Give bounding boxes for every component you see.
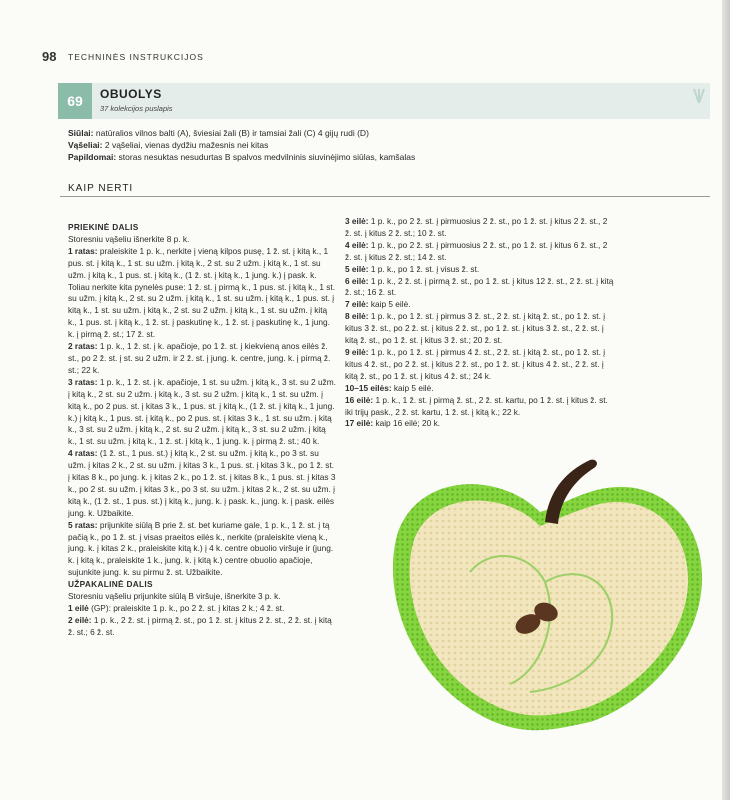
row-text: 1 p. k., po 1 ž. st. į pirmus 3 ž. st., 2 ž. st. į kitą ž. st., po 1 ž. st. į kitus 3 ž. st., po 2 ž. st. į kitus 2 ž. st., po 1 ž. st. į kitus 3 ž. st., 2 ž. st. į kitą ž. st., po 1 ž. st. į kitus 3 ž. st.; 20 ž. st. [345,311,606,346]
instruction-row [345,276,615,300]
row-label: 2 eilė: [68,614,92,625]
instruction-row [345,347,615,383]
row-label: 17 eilė: [345,418,374,429]
materials-list [68,127,708,163]
crochet-apple-image [380,452,710,740]
instruction-row [345,264,615,276]
pattern-title: OBUOLYS [100,87,162,101]
row-text: 1 p. k., 2 ž. st. į pirmą ž. st., po 1 ž. st. į kitus 2 ž. st., 2 ž. st. į kitą ž. st.; 6 ž. st. [68,614,332,637]
materials-item [68,151,708,163]
materials-item [68,139,708,151]
subsection-heading: PRIEKINĖ DALIS [68,222,139,232]
row-text: 1 p. k., po 1 ž. st. į pirmus 4 ž. st., 2 ž. st. į kitą ž. st., po 1 ž. st. į kitus 4 ž. st., po 2 ž. st. į kitus 2 ž. st., po 1 ž. st. į kitus 4 ž. st., 2 ž. st. į kitą ž. st., po 1 ž. st. į kitus 4 ž. st.; 24 k. [345,346,606,381]
row-text: kaip 5 eilė. [391,382,434,393]
row-text: (GP): praleiskite 1 p. k., po 2 ž. st. į kitas 2 k.; 4 ž. st. [88,603,285,613]
row-label: 5 ratas: [68,519,98,530]
row-label: 1 eilė [68,603,89,613]
row-label: 7 eilė: [345,299,369,310]
materials-label: Siūlai: [68,128,94,138]
row-text: 1 p. k., 1 ž. st. į k. apačioje, po 1 ž. st. į kiekvieną anos eilės ž. st., po 2 ž. st. į st. su 2 užm. ir 2 ž. st. į jung. k. centre, jung. k. į pirmą ž. st.; 22 k. [68,341,331,375]
materials-label: Papildomai: [68,152,117,162]
row-label: 3 eilė: [345,216,369,226]
row-label: 3 ratas: [68,376,98,387]
materials-text: 2 vąšeliai, vienas dydžiu mažesnis nei kitas [102,140,269,150]
row-label: 9 eilė: [345,346,369,357]
instruction-row [68,520,336,580]
row-text: 1 p. k., po 1 ž. st. į visus ž. st. [368,263,480,274]
row-text: 1 p. k., 1 ž. st. į k. apačioje, 1 st. su užm. į kitą k., 3 st. su 2 užm. į kitą k., 2 st. su 2 užm. į kitą k., 3 st. su 2 užm. į kitą k., 1 st. su užm. į kitą k., po 2 pus. st. į kitas 3 k., 1 pus. st. į kitą k., (1 ž. st. į kitą k., 1 jung. k.) į kitą k., 1 pus. st. į kitą k., po 2 pus. st. į kitas 3 k., 1 st. su užm. į kitą k., 3 st. su 2 užm. į kitą k., 2 st. su 2 užm. į kitą k., 3 st. su 2 užm. į kitą k., 1 st. su užm. į kitą k., 1 ž. st. į kitą k., 1 jung. k. į pirmą ž. st.; 40 k. [68,376,336,447]
materials-text: natūralios vilnos balti (A), šviesiai žali (B) ir tamsiai žali (C) 4 gijų rudi (D) [93,128,369,138]
instruction-row [68,246,336,341]
instruction-row [345,395,615,419]
instruction-row [68,448,336,519]
subsection-heading: UŽPAKALINĖ DALIS [68,579,153,590]
row-label: 10–15 eilės: [345,382,392,393]
row-label: 16 eilė: [345,394,374,405]
row-text: kaip 5 eilė. [368,299,411,310]
instruction-row [345,383,615,395]
instruction-row [345,418,615,430]
section-heading: KAIP NERTI [68,183,134,194]
leaf-decoration-icon [690,87,708,105]
instructions-column-1 [68,222,336,639]
instruction-row [345,240,615,264]
row-text: 1 p. k., po 2 ž. st. į pirmuosius 2 ž. st., po 1 ž. st. į kitus 6 ž. st., 2 ž. st. į kitus 2 ž. st.; 14 ž. st. [345,239,608,262]
row-label: 5 eilė: [345,263,369,274]
row-label: 8 eilė: [345,311,369,322]
instruction-row [68,377,336,448]
instruction-row [345,216,615,240]
instruction-paragraph: Storesniu vąšeliu išnerkite 8 p. k. [68,233,190,244]
page-number: 98 [42,49,57,64]
book-spine [722,0,730,800]
row-label: 6 eilė: [345,275,369,286]
materials-label: Vąšeliai: [68,140,103,150]
row-text: prijunkite siūlą B prie ž. st. bet kuriame gale, 1 p. k., 1 ž. st. į tą pačią k., po 1 ž. st. į visas praeitos eilės k., nerkite (praleiskite vieną k., jung. k. į kitas 2 k., praleiskite kitą k.) į 4 k. centre obuolio viršuje ir (jung. k. į kitą k., praleiskite 1 k., jung. k. į kitą k.) centre obuolio apačioje, sujunkite jung. k. su pirmu ž. st. Užbaikite. [68,519,334,578]
row-text: praleiskite 1 p. k., nerkite į vieną kilpos pusę, 1 ž. st. į kitą k., 1 pus. st. į kitą k., 1 st. su užm. į kitą k., 2 st. su 2 užm. į kitą k., 1 st. su užm. į kitą k., 1 pus. st. į kitą k., (1 ž. st. į kitą k., 1 jung. k.) į pask. k. Toliau nerkite kita pynelės puse: 1 ž. st. į pirmą k., 1 pus. st. į kitą k., 1 st. su užm. į kitą k., 2 st. su 2 užm. į kitą k., 1 st. su užm. į kitą k., 1 pus. st. į kitą k., 1 st. su užm. į kitą k., 2 st. su 2 užm. į kitą k., 1 st. su užm. į kitą k., 1 pus. st. į kitą k., 1 ž. st. į paskutinę k., 1 ž. st. į paskutinę k., 1 jung. k. į pirmą ž. st.; 17 ž. st. [68,245,335,340]
row-text: kaip 16 eilė; 20 k. [373,418,441,429]
row-text: 1 p. k., 2 ž. st. į pirmą ž. st., po 1 ž. st. į kitus 12 ž. st., 2 ž. st. į kitą ž. st.; 16 ž. st. [345,275,614,298]
instructions-column-2 [345,216,615,430]
running-title: TECHNINĖS INSTRUKCIJOS [68,52,204,62]
instruction-row [68,603,336,615]
row-label: 4 eilė: [345,239,369,250]
materials-text: storas nesuktas nesudurtas B spalvos medvilninis siuvinėjimo siūlas, kamšalas [116,152,416,162]
instruction-row [68,341,336,377]
pattern-subtitle: 37 kolekcijos puslapis [100,104,173,113]
row-label: 4 ratas: [68,448,98,459]
instruction-paragraph: Storesniu vąšeliu prijunkite siūlą B viršuje, išnerkite 3 p. k. [68,591,281,602]
instruction-row [345,311,615,347]
row-text: 1 p. k., 1 ž. st. į pirmą ž. st., 2 ž. st. kartu, po 1 ž. st. į kitus ž. st. iki trijų pask., 2 ž. st. kartu, 1 ž. st. į kitą k.; 22 k. [345,394,608,417]
row-label: 2 ratas: [68,341,98,352]
section-divider [60,196,710,197]
materials-item [68,127,708,139]
row-text: 1 p. k., po 2 ž. st. į pirmuosius 2 ž. st., po 1 ž. st. į kitus 2 ž. st., 2 ž. st. į kitus 2 ž. st.; 10 ž. st. [345,216,608,238]
pattern-number: 69 [58,83,92,119]
row-label: 1 ratas: [68,245,98,256]
instruction-row [68,615,336,639]
instruction-row [345,299,615,311]
row-text: (1 ž. st., 1 pus. st.) į kitą k., 2 st. su užm. į kitą k., po 3 st. su užm. į kitas 2 k., 2 st. su užm. į kitas 3 k., 1 pus. st. į kitas 3 k., po 1 ž. st. į kitas 8 k., po jung. k. į kitas 2 k., po 1 ž. st. į kitas 8 k., 1 pus. st. į kitas 3 k., po 2 st. su užm. į kitas 3 k., po 3 st. su užm. į kitas 2 k., 2 st. su užm. į kitą k., (1 ž. st., 1 pus. st.) į kitą k., jung. k. į pask. k., jung. k. į pask. eilės jung. k. Užbaikite. [68,448,336,518]
